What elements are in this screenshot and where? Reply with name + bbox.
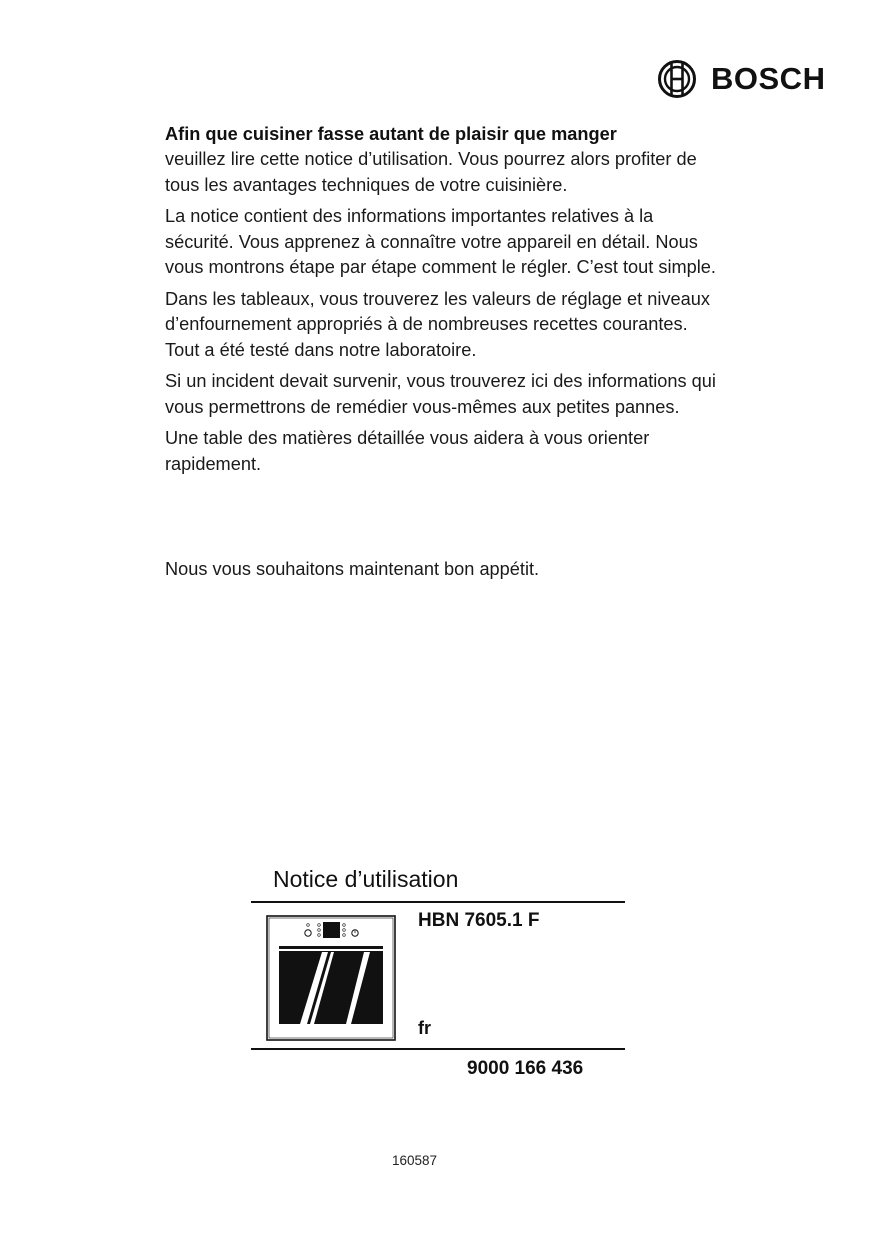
- intro-section: [165, 121, 725, 483]
- part-number: 9000 166 436: [467, 1058, 584, 1079]
- brand-name: BOSCH: [711, 61, 826, 96]
- notice-title: Notice d’utilisation: [273, 866, 459, 892]
- intro-heading: Afin que cuisiner fasse autant de plaisir que manger: [165, 124, 617, 144]
- intro-paragraph: Si un incident devait survenir, vous trouverez ici des informations qui vous permettrons de remédier vous-mêmes aux petites pannes.: [165, 371, 716, 417]
- divider-bottom: [251, 1048, 625, 1050]
- model-number: HBN 7605.1 F: [418, 910, 540, 931]
- oven-illustration: [266, 915, 396, 1041]
- language-code: fr: [418, 1018, 431, 1038]
- brand-logo: [657, 59, 825, 99]
- document-code: 160587: [392, 1153, 438, 1168]
- divider-top: [251, 901, 625, 903]
- bosch-armature-icon: [657, 59, 697, 99]
- intro-paragraph: La notice contient des informations importantes relatives à la sécurité. Vous apprenez à connaître votre appareil en détail. Nous vous montrons étape par étape comment le régler. C’est tout simple.: [165, 206, 716, 277]
- intro-paragraph: Une table des matières détaillée vous aidera à vous orienter rapidement.: [165, 428, 650, 474]
- intro-paragraph: Dans les tableaux, vous trouverez les valeurs de réglage et niveaux d’enfournement appropriés à de nombreuses recettes courantes. Tout a été testé dans notre laboratoire.: [165, 288, 710, 360]
- closing-line: Nous vous souhaitons maintenant bon appétit.: [165, 559, 540, 579]
- intro-paragraph: veuillez lire cette notice d’utilisation. Vous pourrez alors profiter de tous les avantages techniques de votre cuisinière.: [165, 149, 697, 195]
